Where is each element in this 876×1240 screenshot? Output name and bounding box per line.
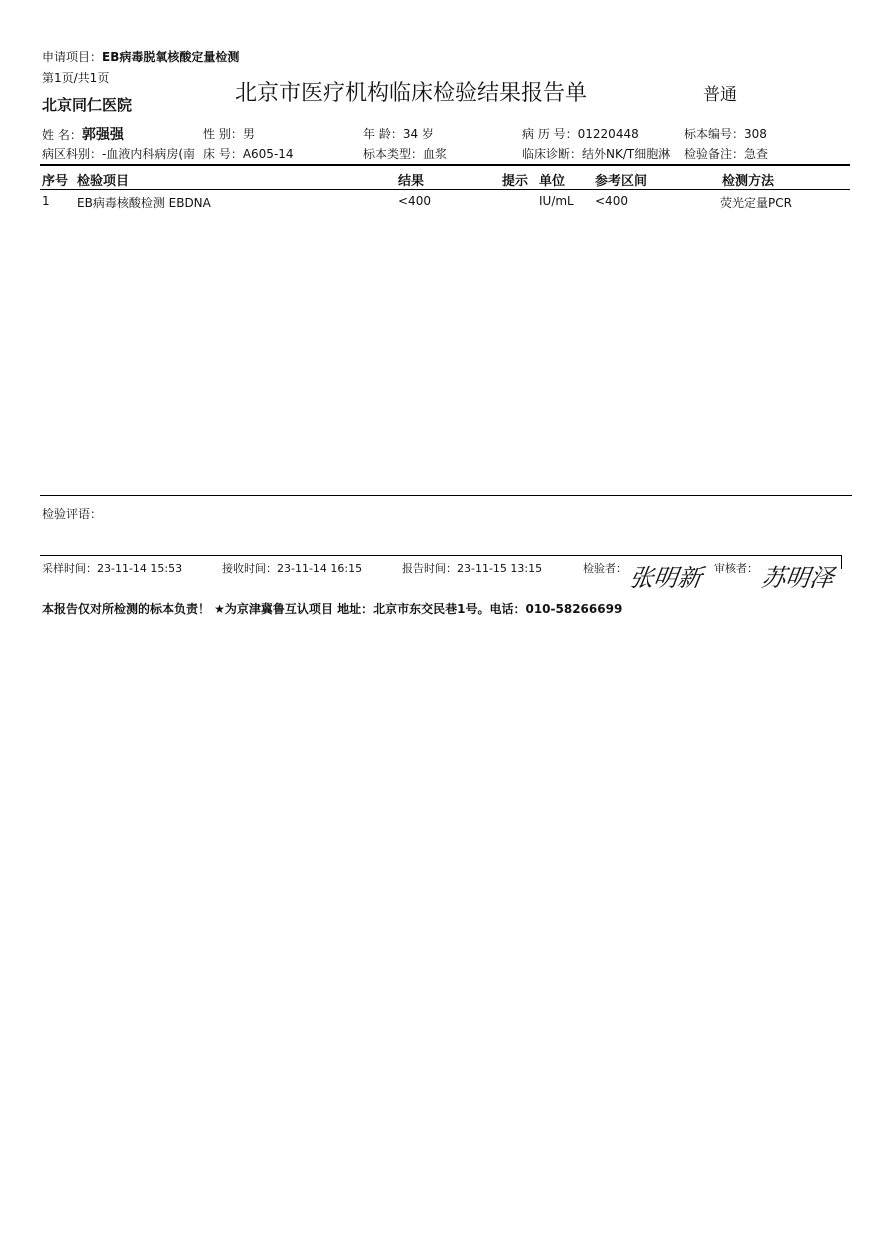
col-item-header: 检验项目 <box>77 174 130 189</box>
age-value: 34 岁 <box>402 127 434 141</box>
specimen-type-field <box>363 145 447 162</box>
sample-time-value: 23-11-14 15:53 <box>97 562 183 575</box>
row-method: 荧光定量PCR <box>720 196 792 210</box>
record-field <box>522 125 639 142</box>
row-range: <400 <box>595 194 628 208</box>
row-seq: 1 <box>42 194 50 208</box>
col-unit-header: 单位 <box>539 174 566 189</box>
comment-label: 检验评语： <box>42 507 103 521</box>
ward-label: 病区科别： <box>42 147 103 161</box>
row-item: EB病毒核酸检测 EBDNA <box>77 196 211 210</box>
request-item <box>42 48 239 65</box>
table-top-rule <box>40 164 850 166</box>
report-time-field <box>402 560 542 576</box>
ward-field <box>42 145 195 162</box>
reviewer-signature: 苏明泽 <box>759 564 836 592</box>
note-label: 检验备注： <box>684 147 745 161</box>
receive-time-value: 23-11-14 16:15 <box>277 562 363 575</box>
request-value: EB病毒脱氧核酸定量检测 <box>102 50 240 64</box>
report-title: 北京市医疗机构临床检验结果报告单 <box>235 81 588 106</box>
diagnosis-value: 结外NK/T细胞淋 <box>582 147 671 161</box>
col-range-header: 参考区间 <box>595 174 648 189</box>
specimen-no-label: 标本编号： <box>684 127 745 141</box>
age-label: 年 龄： <box>363 127 403 141</box>
receive-time-field <box>222 560 362 576</box>
reviewer-label: 审核者： <box>714 562 758 575</box>
patient-name: 郭强强 <box>81 127 124 143</box>
sample-time-label: 采样时间： <box>42 562 97 575</box>
receive-time-label: 接收时间： <box>222 562 277 575</box>
ward-value: -血液内科病房(南 <box>102 147 196 161</box>
col-flag-header: 提示 <box>502 174 529 189</box>
row-unit: IU/mL <box>539 194 574 208</box>
comment-top-rule <box>40 495 852 496</box>
sex-value: 男 <box>242 127 255 141</box>
diagnosis-field <box>522 145 670 162</box>
report-time-value: 23-11-15 13:15 <box>457 562 543 575</box>
col-method-header: 检测方法 <box>722 174 775 189</box>
sex-field <box>203 125 255 142</box>
specimen-type-value: 血浆 <box>423 147 448 161</box>
note-value: 急查 <box>744 147 769 161</box>
sample-time-field <box>42 560 182 576</box>
age-field <box>363 125 434 142</box>
report-time-label: 报告时间： <box>402 562 457 575</box>
name-label: 姓 名： <box>42 128 82 142</box>
specimen-type-label: 标本类型： <box>363 147 424 161</box>
footer-right-tick <box>841 555 842 569</box>
sex-label: 性 别： <box>203 127 243 141</box>
tester-signature: 张明新 <box>627 564 704 592</box>
diagnosis-label: 临床诊断： <box>522 147 583 161</box>
record-value: 01220448 <box>577 127 639 141</box>
disclaimer: 本报告仅对所检测的标本负责！ ★为京津冀鲁互认项目 地址：北京市东交民巷1号。电话：010-58266699 <box>42 602 623 616</box>
page-info: 第1页/共1页 <box>42 71 110 85</box>
col-result-header: 结果 <box>398 174 425 189</box>
hospital-name: 北京同仁医院 <box>42 96 133 114</box>
specimen-no-value: 308 <box>744 127 767 141</box>
tester-label: 检验者： <box>583 562 627 575</box>
bed-label: 床 号： <box>203 147 243 161</box>
note-field <box>684 145 768 162</box>
col-seq-header: 序号 <box>42 174 69 189</box>
footer-top-rule <box>40 555 842 556</box>
row-result: <400 <box>398 194 431 208</box>
request-label: 申请项目： <box>42 50 103 64</box>
record-label: 病 历 号： <box>522 127 578 141</box>
specimen-no-field <box>684 125 767 142</box>
bed-value: A605-14 <box>242 147 294 161</box>
priority-label: 普通 <box>703 85 737 105</box>
table-header-rule <box>40 189 850 190</box>
patient-name-field <box>42 124 124 144</box>
bed-field <box>203 145 294 162</box>
